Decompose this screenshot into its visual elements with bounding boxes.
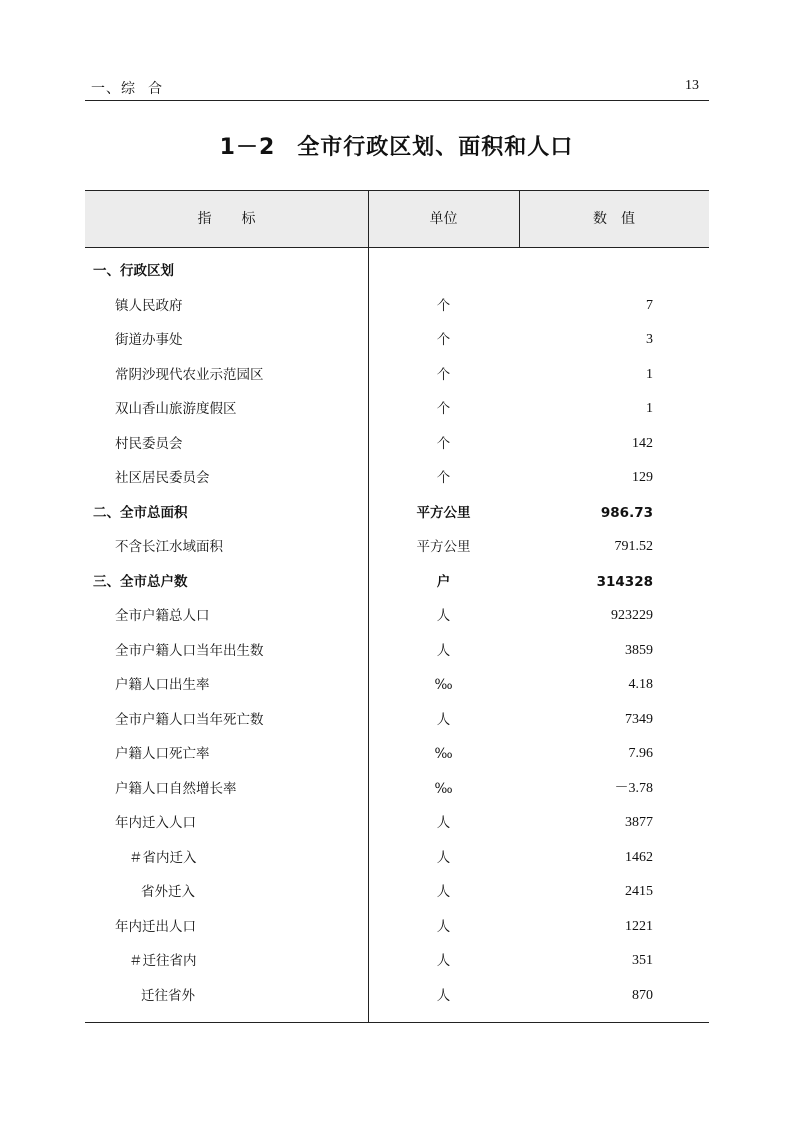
row-value: 1 (646, 401, 653, 416)
table-row (85, 461, 709, 496)
table-title (0, 130, 793, 161)
row-value: －3.78 (614, 780, 653, 796)
row-unit: 个 (436, 297, 451, 314)
table-row (85, 530, 709, 565)
row-unit: ‰ (434, 780, 453, 797)
row-value: 986.73 (600, 504, 653, 521)
row-label: 街道办事处 (115, 332, 183, 348)
column-header-unit: 单位 (368, 191, 520, 247)
row-label: 户籍人口自然增长率 (115, 780, 237, 797)
column-header-indicator: 指标 (85, 191, 369, 247)
row-unit: 平方公里 (416, 539, 471, 555)
column-header-value: 数值 (593, 211, 649, 227)
row-label: ＃迁往省内 (129, 953, 197, 969)
row-value: 4.18 (628, 677, 653, 692)
row-label: 村民委员会 (115, 435, 183, 452)
row-label: 省外迁入 (141, 884, 195, 900)
statistics-table (85, 190, 709, 1023)
table-row (85, 979, 709, 1014)
row-label: 三、全市总户数 (93, 573, 188, 590)
row-value: 2415 (625, 884, 653, 899)
table-row (85, 427, 709, 462)
table-header (85, 190, 709, 248)
row-value: 7349 (625, 711, 653, 727)
row-unit: 人 (436, 849, 451, 866)
row-label: 不含长江水域面积 (115, 539, 223, 555)
row-label: 全市户籍人口当年死亡数 (115, 711, 264, 728)
table-row (85, 772, 709, 807)
table-row (85, 496, 709, 531)
table-row (85, 841, 709, 876)
row-value: 3859 (625, 642, 653, 658)
row-value: 1 (646, 366, 653, 382)
table-row (85, 358, 709, 393)
row-label: 全市户籍人口当年出生数 (115, 642, 264, 659)
row-unit: 户 (436, 573, 451, 590)
table-body (85, 248, 709, 1023)
row-label: 年内迁出人口 (115, 918, 196, 935)
row-value: 870 (632, 987, 653, 1003)
row-unit: 人 (436, 987, 451, 1004)
row-unit: 人 (436, 608, 451, 624)
row-unit: 平方公里 (416, 504, 471, 521)
table-number: 1－2 (219, 135, 276, 160)
row-value: 1221 (625, 918, 653, 934)
row-unit: 个 (436, 366, 451, 383)
row-unit: 个 (436, 401, 451, 417)
table-row (85, 565, 709, 600)
row-unit: 个 (436, 435, 451, 452)
row-label: 一、行政区划 (93, 263, 174, 279)
table-row (85, 634, 709, 669)
row-label: 双山香山旅游度假区 (115, 401, 237, 417)
row-value: 1462 (625, 849, 653, 865)
row-unit: 人 (436, 953, 451, 969)
table-row (85, 323, 709, 358)
row-label: 年内迁入人口 (115, 815, 196, 831)
row-value: 923229 (611, 608, 653, 623)
row-value: 3877 (625, 815, 653, 830)
row-value: 3 (646, 332, 653, 347)
row-unit: 人 (436, 711, 451, 728)
table-row (85, 254, 709, 289)
row-unit: 人 (436, 918, 451, 935)
row-label: 户籍人口死亡率 (115, 746, 210, 762)
row-unit: 个 (436, 470, 451, 486)
page-number: 13 (685, 78, 699, 93)
table-row (85, 668, 709, 703)
row-value: 7.96 (628, 746, 653, 761)
row-value: 791.52 (614, 539, 653, 554)
row-label: ＃省内迁入 (129, 849, 197, 866)
row-label: 二、全市总面积 (93, 504, 188, 521)
row-label: 常阴沙现代农业示范园区 (115, 366, 264, 383)
table-row (85, 737, 709, 772)
section-title: 一、综 合 (91, 81, 163, 97)
row-value: 7 (646, 297, 653, 313)
row-value: 351 (632, 953, 653, 968)
row-value: 314328 (596, 573, 653, 590)
row-label: 户籍人口出生率 (115, 677, 210, 693)
table-row (85, 289, 709, 324)
table-row (85, 599, 709, 634)
table-title-text: 全市行政区划、面积和人口 (297, 135, 574, 160)
row-unit: 个 (436, 332, 451, 348)
row-value: 142 (632, 435, 653, 451)
row-label: 镇人民政府 (115, 297, 183, 314)
table-row (85, 910, 709, 945)
row-unit: 人 (436, 815, 451, 831)
row-unit: 人 (436, 884, 451, 900)
table-row (85, 703, 709, 738)
table-row (85, 944, 709, 979)
table-row (85, 875, 709, 910)
row-label: 迁往省外 (141, 987, 195, 1004)
table-row (85, 806, 709, 841)
row-value: 129 (632, 470, 653, 485)
row-unit: ‰ (434, 746, 453, 762)
row-label: 社区居民委员会 (115, 470, 210, 486)
row-label: 全市户籍总人口 (115, 608, 210, 624)
page-header (85, 74, 709, 101)
table-row (85, 392, 709, 427)
row-unit: ‰ (434, 677, 453, 693)
row-unit: 人 (436, 642, 451, 659)
